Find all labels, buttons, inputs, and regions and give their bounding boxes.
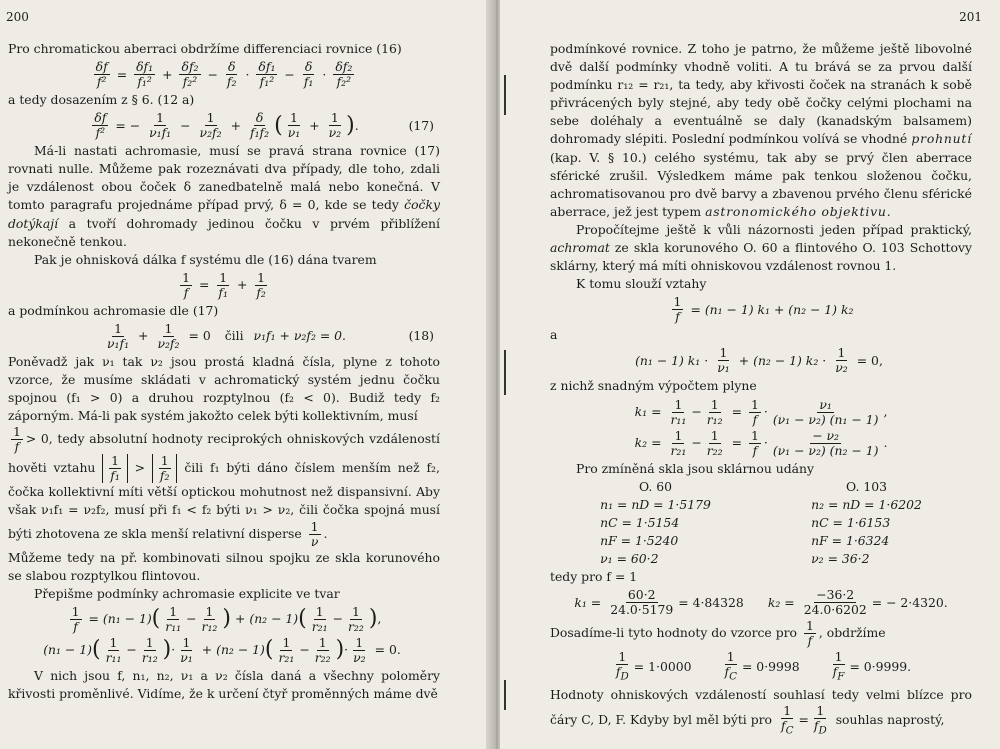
left-page-text (8, 40, 440, 703)
equation-relation-2: (n₁ − 1) k₁ · $\frac{1}{\text{ν₁}}$ + (n₂ − 1) k₂ · $\frac{1}{\text{ν₂}}$ = 0, (635, 345, 883, 376)
margin-mark (504, 75, 506, 115)
paragraph: V nich jsou f, n₁, n₂, ν₁ a ν₂ čísla daná a všechny poloměry křivosti proměnlivé. Vidíme, že k určení čtyř proměnných máme dvě (8, 667, 440, 701)
equation-k1: k₁ = $\frac{1}{\text{r₁₁}}$ − $\frac{1}{\text{r₁₂}}$ = $\frac{1}{f}$ · $\frac{\text{ν₁}}{\text{(ν₁ − ν₂) (n₁ − 1)}}$ , (634, 396, 888, 427)
paragraph: Pro zmíněná skla jsou sklárnou udány (576, 460, 815, 476)
paragraph: z nichž snadným výpočtem plyne (550, 378, 757, 394)
paragraph: Můžeme tedy na př. kombinovati silnou spojku ze skla korunového se slabou rozptylkou flintovou. (8, 549, 440, 583)
paragraph: a (550, 327, 558, 343)
margin-mark (504, 350, 506, 395)
equation-explicit-1: $\frac{1}{f}$ = (n₁ − 1) ( $\frac{1}{\text{r₁₁}}$ − $\frac{1}{\text{r₁₂}}$ ) + (n₂ − 1) ( $\frac{1}{\text{r₂₁}}$ − $\frac{1}{\text{r₂₂}}$ ) , (71, 603, 382, 634)
paragraph: tedy pro f = 1 (550, 569, 638, 585)
page-number: 200 (6, 10, 29, 24)
paragraph: Přepišme podmínky achromasie explicite ve tvar (34, 585, 340, 601)
equation-number: (18) (408, 328, 434, 344)
paragraph: Hodnoty ohniskových vzdáleností souhlasí tedy velmi blízce pro čáry C, D, F. Kdyby byl měl býti pro $\frac{1}{f_C}$ = $\frac{1}{f_D}$ souhlas naprostý, (550, 686, 972, 737)
equation-focal-length: $\frac{1}{f}$ = $\frac{1}{\text{f₁}}$ + $\frac{1}{\text{f₂}}$ (182, 269, 266, 300)
paragraph: a podmínkou achromasie dle (17) (8, 302, 219, 318)
equation-k-values: k₁ = $\frac{60\cdot 2}{24.0\cdot 5179}$ = 4·84328 k₂ = $\frac{-36\cdot 2}{24.0\cdot 6202}$ = − 2·4320. (574, 587, 948, 618)
equation-18: $\frac{1}{\text{ν₁f₁}}$ + $\frac{1}{\text{ν₂f₂}}$ = 0 čili ν₁f₁ + ν₂f₂ = 0. (18) (106, 320, 434, 351)
paragraph: Má-li nastati achromasie, musí se pravá strana rovnice (17) rovnati nulle. Můžeme pak rozeznávati dva případy, dle toho, zdali je vzdálenost obou čoček δ zanedbatelně malá nebo konečná. V tomto paragrafu projednáme případ prvý, δ = 0, kde se tedy čočky dotýkají a tvoří dohromady jedinou čočku v prvém přiblížení nekonečně tenkou. (8, 143, 440, 249)
equation-number: (17) (408, 117, 434, 133)
paragraph: K tomu slouží vztahy (576, 276, 707, 292)
glass-column-o60: O. 60 n₁ = nD = 1·5179 nC = 1·5154 nF = 1·5240 ν₁ = 60·2 (600, 478, 711, 566)
page-number: 201 (959, 10, 982, 24)
right-page-text (550, 40, 972, 737)
paragraph: Pak je ohnisková dálka f systému dle (16) dána tvarem (34, 251, 377, 267)
paragraph: Poněvadž jak ν₁ tak ν₂ jsou prostá kladná čísla, plyne z tohoto vzorce, že musíme skládati v achromatický systém jednu čočku spojnou (f₁ > 0) a druhou rozptylnou (f₂ < 0). Budiž tedy f₂ záporným. Má-li pak systém jakožto celek býti kollektivním, musí (8, 353, 440, 424)
equation-k2: k₂ = $\frac{1}{\text{r₂₁}}$ − $\frac{1}{\text{r₂₂}}$ = $\frac{1}{f}$ · $\frac{\text{− ν₂}}{\text{(ν₁ − ν₂) (n₂ − 1)}}$ . (634, 427, 888, 458)
paragraph: podmínkové rovnice. Z toho je patrno, že můžeme ještě libovolné dvě další podmínky vhodně voliti. A tu brává se za prvou další podmínku r₁₂ = r₂₁, ta tedy, aby křivosti čoček na stranách k sobě přivrácených byly stejné, aby tedy obě čočky celými plochami na sebe doléhaly a eventuálně se daly (kanadským balsamem) dohromady slépiti. Poslední podmínkou volívá se vhodné prohnutí (kap. V. § 10.) celého systému, tak aby se prvý člen aberrace sférické zrušil. Výsledkem máme pak tenkou složenou čočku, achromatisovanou pro dvě barvy a zbavenou prvého členu sférické aberrace, jež jest typem astronomického objektivu. (550, 41, 972, 219)
paragraph: a tedy dosazením z § 6. (12 a) (8, 92, 195, 108)
left-page (0, 0, 494, 749)
paragraph: Dosadíme-li tyto hodnoty do vzorce pro $\frac{1}{f}$ , obdržíme (550, 618, 886, 649)
right-page (500, 0, 1000, 749)
paragraph: Pro chromatickou aberraci obdržíme differenciaci rovnice (16) (8, 41, 402, 56)
equation-focal-results: $\frac{1}{f_D}$ = 1·0000 $\frac{1}{f_C}$ = 0·9998 $\frac{1}{f_F}$ = 0·9999. (615, 649, 912, 683)
equation-explicit-2: (n₁ − 1) ( $\frac{1}{\text{r₁₁}}$ − $\frac{1}{\text{r₁₂}}$ ) · $\frac{1}{\text{ν₁}}$ + (n₂ − 1) ( $\frac{1}{\text{r₂₁}}$ − $\frac{1}{\text{r₂₂}}$ ) · $\frac{1}{\text{ν₂}}$ = 0. (43, 634, 401, 665)
glass-data-table (550, 478, 972, 568)
paragraph: Propočítejme ještě k vůli názornosti jeden případ praktický, achromat ze skla korunového O. 60 a flintového O. 103 Schottovy sklárny, který má míti ohniskovou vzdálenost rovnou 1. (550, 221, 972, 274)
margin-mark (504, 680, 506, 710)
equation-17: $\frac{\delta f}{\text{f²}}$ = − $\frac{1}{\text{ν₁f₁}}$ − $\frac{1}{\text{ν₂f₂}}$ + $\frac{\delta}{\text{f₁f₂}}$ ( $\frac{1}{\text{ν₁}}$ + $\frac{1}{\text{ν₂}}$ ) . (17) (94, 110, 434, 141)
equation-relation-1: $\frac{1}{f}$ = (n₁ − 1) k₁ + (n₂ − 1) k₂ (673, 294, 854, 325)
paragraph: $\frac{1}{f}$ > 0, tedy absolutní hodnoty reciprokých ohniskových vzdáleností hověti vztahu $\frac{1}{\text{f₁}}$ > $\frac{1}{\text{f₂}}$ čili f₁ býti dáno číslem menším než f₂, čočka kollektivní míti větší optickou mohutnost než dispansivní. Aby však ν₁f₁ = ν₂f₂, musí při f₁ < f₂ býti ν₁ > ν₂, čili čočka spojná musí býti zhotovena ze skla menší relativní disperse $\frac{1}{\nu}$ . (8, 424, 440, 549)
glass-column-o103: O. 103 n₂ = nD = 1·6202 nC = 1·6153 nF = 1·6324 ν₂ = 36·2 (811, 478, 922, 566)
equation-differential: $\frac{\delta f}{\text{f²}}$ = $\frac{\text{δf₁}}{\text{f₁²}}$ + $\frac{\text{δf₂}}{\text{f₂²}}$ − $\frac{\delta}{\text{f₂}}$ · $\frac{\text{δf₁}}{\text{f₁²}}$ − $\frac{\delta}{\text{f₁}}$ · $\frac{\text{δf₂}}{\text{f₂²}}$ (95, 59, 353, 90)
